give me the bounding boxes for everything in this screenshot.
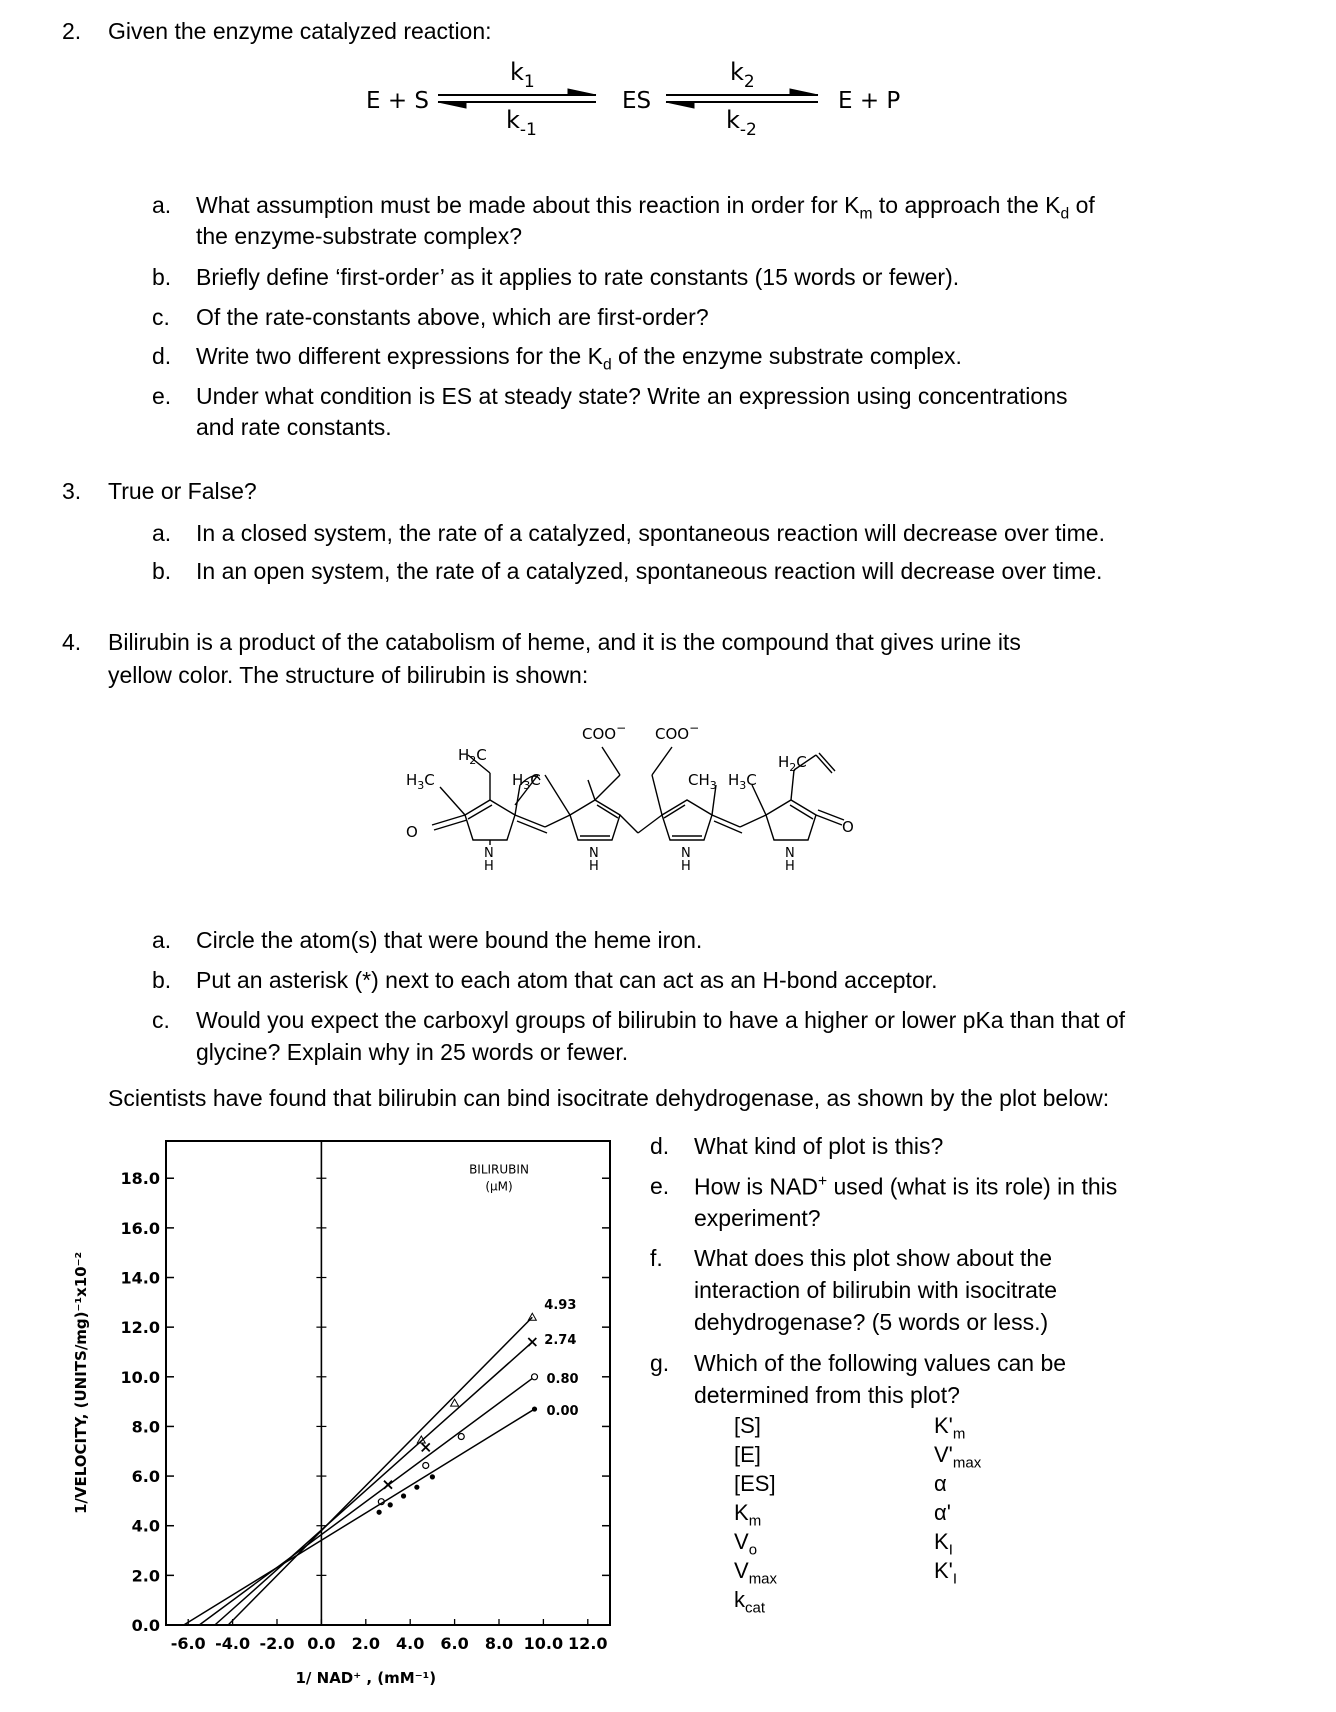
q4g-text-line1: Which of the following values can be — [694, 1350, 1067, 1376]
x-tick-label-7: 8.0 — [484, 1634, 514, 1653]
struct-coo-2: COO− — [655, 721, 700, 743]
struct-h-1: H — [484, 859, 494, 874]
q2b-text: Briefly define ‘first-order’ as it applies to rate constants (15 words or fewer). — [196, 264, 960, 290]
q4a-label: a. — [152, 927, 172, 953]
struct-n-2: N — [589, 846, 599, 861]
y-tick-label-4: 10.0 — [120, 1367, 160, 1387]
struct-h3c-1: $H_3C$ — [406, 771, 435, 792]
series-marker-0.00-5 — [532, 1406, 537, 1411]
x-tick-label-2: -2.0 — [259, 1634, 295, 1653]
value-left-6: $k_{cat}$ — [734, 1587, 766, 1617]
y-tick-label-9: 0.0 — [131, 1616, 160, 1635]
value-right-3: α' — [934, 1500, 951, 1525]
q4-intro-line2: yellow color. The structure of bilirubin is shown: — [108, 662, 589, 688]
series-label-2.74: 2.74 — [544, 1333, 577, 1349]
value-right-1: $V'_{max}$ — [934, 1442, 982, 1472]
struct-n-3: N — [681, 846, 691, 861]
series-label-0.80: 0.80 — [546, 1371, 579, 1387]
q2a-text: What assumption must be made about this reaction in order for $K_m$ to approach the $K_d$ of — [196, 192, 1095, 223]
series-marker-0.80-1 — [423, 1462, 429, 1468]
series-marker-0.80-3 — [532, 1374, 538, 1380]
struct-n-1: N — [484, 846, 494, 861]
q2d-label: d. — [152, 343, 172, 369]
x-tick-label-4: 2.0 — [351, 1634, 380, 1653]
q4-intro-line1: Bilirubin is a product of the catabolism of heme, and it is the compound that gives urine its — [108, 629, 1021, 655]
value-right-5: $K'_I$ — [934, 1558, 958, 1588]
q3a-label: a. — [152, 520, 172, 546]
struct-h3c-3: $H_3C$ — [728, 771, 757, 792]
q4-number: 4. — [62, 629, 82, 655]
q3a-text: In a closed system, the rate of a catalyzed, spontaneous reaction will decrease over time. — [196, 520, 1105, 546]
x-tick-label-8: 10.0 — [523, 1634, 564, 1653]
x-tick-label-1: -4.0 — [215, 1634, 251, 1653]
q4g-label: g. — [650, 1350, 670, 1376]
q4e-text-line2: experiment? — [694, 1205, 821, 1231]
q2b-label: b. — [152, 264, 172, 290]
value-left-2: [ES] — [734, 1471, 776, 1496]
y-tick-label-8: 2.0 — [131, 1566, 160, 1586]
value-right-2: α — [934, 1471, 947, 1496]
q4g-text-line2: determined from this plot? — [694, 1382, 960, 1408]
struct-h3c-2: $H_3C$ — [512, 771, 541, 792]
series-line-2.74 — [215, 1342, 532, 1625]
q4f-text-line3: dehydrogenase? (5 words or less.) — [694, 1309, 1049, 1335]
struct-o-right: O — [842, 818, 854, 836]
q3-intro: True or False? — [108, 478, 257, 504]
q4d-label: d. — [650, 1133, 670, 1159]
reaction-es: ES — [622, 88, 652, 114]
q2-intro: Given the enzyme catalyzed reaction: — [108, 18, 492, 44]
q4b-text: Put an asterisk (*) next to each atom that can act as an H-bond acceptor. — [196, 967, 938, 993]
x-axis-label: 1/ NAD⁺ , (mM⁻¹) — [295, 1669, 437, 1687]
q2a-text-line2: the enzyme-substrate complex? — [196, 223, 522, 249]
series-marker-0.00-0 — [377, 1510, 382, 1515]
reaction-scheme — [0, 50, 1336, 150]
series-marker-0.00-2 — [401, 1493, 406, 1498]
series-label-4.93: 4.93 — [544, 1298, 577, 1314]
x-tick-label-5: 4.0 — [396, 1634, 425, 1653]
q4e-label: e. — [650, 1173, 670, 1199]
q2a-label: a. — [152, 192, 172, 218]
struct-h2c-1: $H_2C$ — [458, 746, 487, 767]
bilirubin-structure — [380, 715, 860, 905]
struct-h-3: H — [681, 859, 691, 874]
series-marker-2.74-2 — [528, 1338, 536, 1346]
y-tick-label-3: 12.0 — [120, 1318, 160, 1338]
series-marker-0.00-1 — [388, 1502, 393, 1507]
value-left-4: $V_o$ — [734, 1529, 758, 1559]
series-line-0.00 — [184, 1409, 535, 1625]
series-marker-0.80-2 — [458, 1434, 464, 1440]
q4b-label: b. — [152, 967, 172, 993]
rate-k1: $k_1$ — [510, 58, 535, 92]
struct-n-4: N — [785, 846, 795, 861]
struct-h2c-2: $H_2C$ — [778, 753, 807, 774]
x-tick-label-6: 6.0 — [440, 1634, 469, 1653]
q4f-label: f. — [650, 1245, 663, 1271]
q4c-text-line1: Would you expect the carboxyl groups of bilirubin to have a higher or lower pKa than that of — [196, 1007, 1126, 1033]
value-left-3: $K_m$ — [734, 1500, 762, 1530]
q4a-text: Circle the atom(s) that were bound the heme iron. — [196, 927, 703, 953]
q4f-text-line1: What does this plot show about the — [694, 1245, 1052, 1271]
legend-units: (μM) — [485, 1179, 513, 1194]
y-tick-label-1: 16.0 — [120, 1218, 160, 1238]
struct-coo-1: COO− — [582, 721, 627, 743]
reaction-e-plus-p: E + P — [838, 88, 901, 114]
rate-k2: $k_2$ — [730, 58, 755, 92]
y-tick-label-0: 18.0 — [120, 1169, 160, 1189]
series-marker-0.00-4 — [430, 1474, 435, 1479]
lineweaver-burk-plot — [60, 1125, 650, 1710]
q2d-text: Write two different expressions for the $K_d$ of the enzyme substrate complex. — [196, 343, 962, 374]
value-right-0: $K'_m$ — [934, 1413, 966, 1443]
series-line-4.93 — [228, 1317, 532, 1625]
value-left-5: $V_{max}$ — [734, 1558, 778, 1588]
reaction-e-plus-s: E + S — [366, 88, 430, 114]
q2e-label: e. — [152, 383, 172, 409]
struct-h-4: H — [785, 859, 795, 874]
q4c-label: c. — [152, 1007, 170, 1033]
plot-intro: Scientists have found that bilirubin can bind isocitrate dehydrogenase, as shown by the plot below: — [108, 1085, 1110, 1111]
series-marker-4.93-1 — [451, 1399, 459, 1406]
struct-h-2: H — [589, 859, 599, 874]
legend-title: BILIRUBIN — [469, 1162, 529, 1177]
y-tick-label-2: 14.0 — [120, 1268, 160, 1288]
value-left-0: [S] — [734, 1413, 761, 1438]
y-tick-label-5: 8.0 — [131, 1417, 160, 1437]
plot-frame — [166, 1141, 610, 1625]
q3-number: 3. — [62, 478, 82, 504]
q2-number: 2. — [62, 18, 82, 44]
q4f-text-line2: interaction of bilirubin with isocitrate — [694, 1277, 1058, 1303]
q3b-label: b. — [152, 558, 172, 584]
x-tick-label-3: 0.0 — [307, 1634, 336, 1653]
series-marker-0.00-3 — [414, 1485, 419, 1490]
equilibrium-arrow-2 — [666, 89, 818, 108]
y-tick-label-6: 6.0 — [131, 1467, 160, 1487]
y-axis-label: 1/VELOCITY, (UNITS/mg)⁻¹x10⁻² — [72, 1251, 90, 1515]
q2e-text-line1: Under what condition is ES at steady state? Write an expression using concentrations — [196, 383, 1068, 409]
series-marker-2.74-1 — [422, 1443, 430, 1451]
q2e-text-line2: and rate constants. — [196, 414, 392, 440]
q3b-text: In an open system, the rate of a catalyzed, spontaneous reaction will decrease over time. — [196, 558, 1103, 584]
y-tick-label-7: 4.0 — [131, 1516, 160, 1536]
value-left-1: [E] — [734, 1442, 761, 1467]
q2c-label: c. — [152, 304, 170, 330]
value-right-4: $K_I$ — [934, 1529, 953, 1559]
rate-k-minus-2: $k_{-2}$ — [726, 106, 757, 140]
q4e-text: How is NAD+ used (what is its role) in this — [694, 1173, 1118, 1200]
q4d-text: What kind of plot is this? — [694, 1133, 944, 1159]
struct-ch3: $CH_3$ — [688, 771, 717, 792]
q4c-text-line2: glycine? Explain why in 25 words or fewer. — [196, 1039, 629, 1065]
q2c-text: Of the rate-constants above, which are first-order? — [196, 304, 709, 330]
rate-k-minus-1: $k_{-1}$ — [506, 106, 537, 140]
series-line-0.80 — [199, 1377, 534, 1625]
struct-o-left: O — [406, 823, 418, 841]
x-tick-label-9: 12.0 — [568, 1634, 608, 1653]
series-label-0.00: 0.00 — [546, 1404, 579, 1420]
x-tick-label-0: -6.0 — [170, 1634, 206, 1653]
